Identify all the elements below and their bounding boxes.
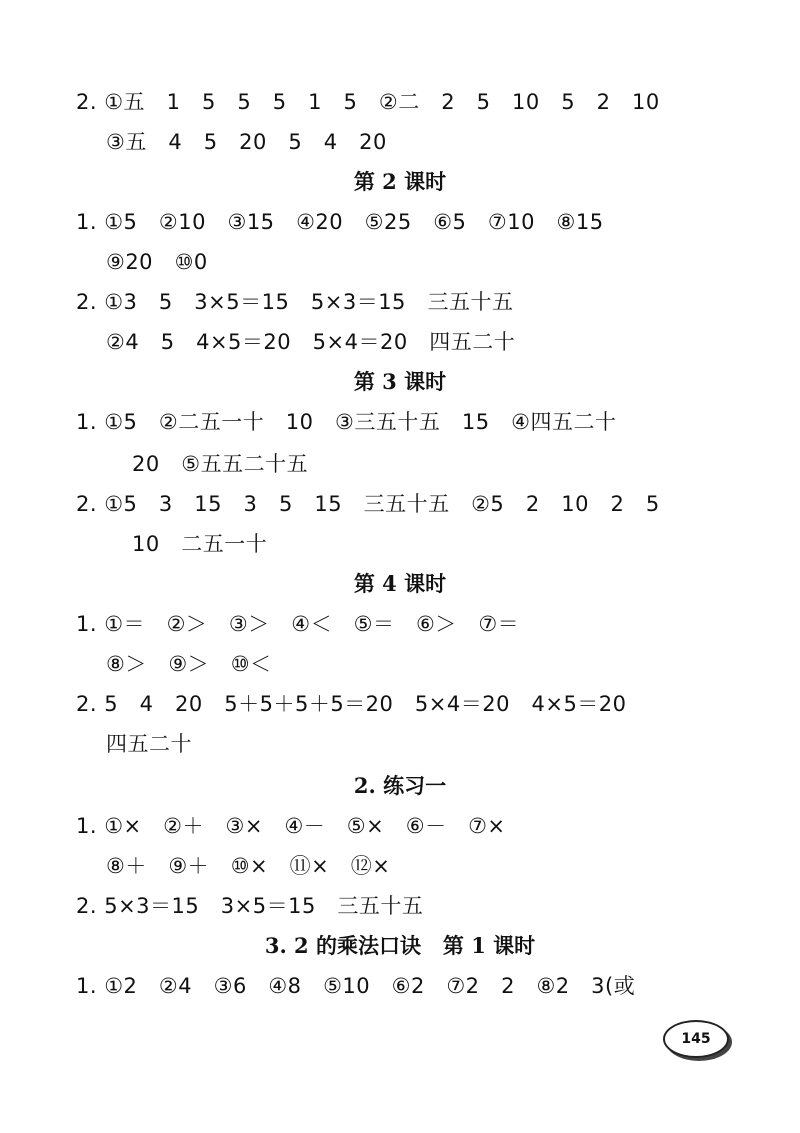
answer-line: 1. ①＝ ②＞ ③＞ ④＜ ⑤＝ ⑥＞ ⑦＝ bbox=[76, 612, 520, 636]
answer-line: 2. ①5 3 15 3 5 15 三五十五 ②5 2 10 2 5 bbox=[76, 492, 660, 516]
answer-line: 2. ①3 5 3×5＝15 5×3＝15 三五十五 bbox=[76, 290, 514, 314]
answer-line: 2. ①五 1 5 5 5 1 5 ②二 2 5 10 5 2 10 bbox=[76, 90, 660, 114]
answer-line: 1. ①5 ②10 ③15 ④20 ⑤25 ⑥5 ⑦10 ⑧15 bbox=[76, 210, 604, 234]
answer-line: 1. ①× ②＋ ③× ④－ ⑤× ⑥－ ⑦× bbox=[76, 814, 506, 838]
answer-line: 1. ①2 ②4 ③6 ④8 ⑤10 ⑥2 ⑦2 2 ⑧2 3(或 bbox=[76, 974, 636, 998]
page-number: 145 bbox=[681, 1031, 711, 1047]
answer-line: ③五 4 5 20 5 4 20 bbox=[106, 130, 387, 154]
answer-line: 10 二五一十 bbox=[132, 532, 268, 556]
page-number-badge bbox=[663, 1020, 729, 1058]
section-heading: 2. 练习一 bbox=[353, 773, 447, 798]
section-heading: 3. 2 的乘法口诀 第 1 课时 bbox=[264, 933, 536, 958]
answer-line: ②4 5 4×5＝20 5×4＝20 四五二十 bbox=[106, 330, 516, 354]
section-heading: 第 4 课时 bbox=[353, 571, 447, 596]
section-heading: 第 3 课时 bbox=[353, 369, 447, 394]
answer-line: 20 ⑤五五二十五 bbox=[132, 452, 309, 476]
answer-line: 2. 5 4 20 5＋5＋5＋5＝20 5×4＝20 4×5＝20 bbox=[76, 692, 627, 716]
section-heading: 第 2 课时 bbox=[353, 169, 447, 194]
answer-line: ⑨20 ⑩0 bbox=[106, 250, 208, 274]
answer-line: 四五二十 bbox=[106, 732, 192, 756]
answer-line: ⑧＞ ⑨＞ ⑩＜ bbox=[106, 652, 272, 676]
answer-line: 2. 5×3＝15 3×5＝15 三五十五 bbox=[76, 894, 424, 918]
answer-line: 1. ①5 ②二五一十 10 ③三五十五 15 ④四五二十 bbox=[76, 410, 617, 434]
answer-line: ⑧＋ ⑨＋ ⑩× ⑪× ⑫× bbox=[106, 854, 391, 878]
